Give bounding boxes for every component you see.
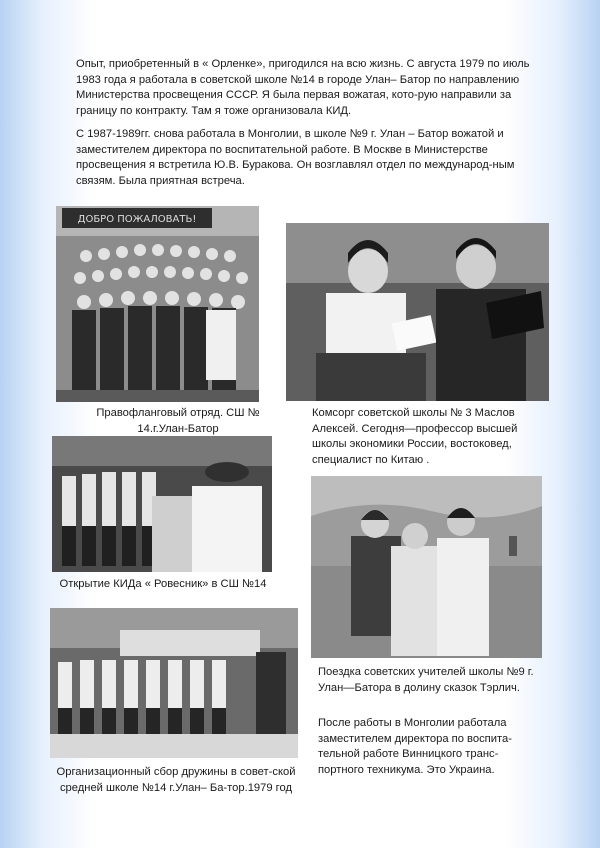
photo-kid-opening bbox=[52, 436, 272, 572]
caption-druzhina-assembly: Организационный сбор дружины в совет-ской средней школе №14 г.Улан– Ба-тор.1979 год bbox=[56, 766, 296, 794]
caption-kid-opening: Открытие КИДа « Ровесник» в СШ №14 bbox=[59, 578, 267, 590]
intro-paragraph-1: Опыт, приобретенный в « Орленке», пригодился на всю жизнь. С августа 1979 по июль 1983 года я работала в советской школе №14 в городе Улан– Батор по направлению Министерства просвещения СССР. Я была первая вожатая, кото-рую направили за границу по контракту. Там я тоже организовала КИД. bbox=[76, 58, 530, 117]
intro-paragraph-2: С 1987-1989гг. снова работала в Монголии, в школе №9 г. Улан – Батор вожатой и заместителем директора по воспитательной работе. В Москве в Министерстве просвещения я встретила Ю.В. Буракова. Он возглавлял отдел по международ-ным связям. Была приятная встреча. bbox=[76, 128, 515, 187]
caption-komsorg: Комсорг советской школы № 3 Маслов Алексей. Сегодня—профессор высшей школы экономики России, востоковед, специалист по Китаю . bbox=[312, 407, 518, 466]
caption-pioneer-squad: Правофланговый отряд. СШ № 14.г.Улан-Батор bbox=[96, 407, 260, 435]
caption-terelj-trip: Поездка советских учителей школы №9 г. Улан—Батора в долину сказок Тэрлич. bbox=[318, 666, 534, 694]
photo-sign-text: ДОБРО ПОЖАЛОВАТЬ! bbox=[77, 214, 197, 225]
photo-terelj-trip bbox=[311, 476, 542, 658]
photo-druzhina-assembly bbox=[50, 608, 298, 758]
photo-pioneer-squad bbox=[56, 206, 259, 402]
caption-vinnytsia-work: После работы в Монголии работала заместителем директора по воспита-тельной работе Винницкого транс-портного техникума. Это Украина. bbox=[318, 717, 512, 776]
photo-komsorg bbox=[286, 223, 549, 401]
